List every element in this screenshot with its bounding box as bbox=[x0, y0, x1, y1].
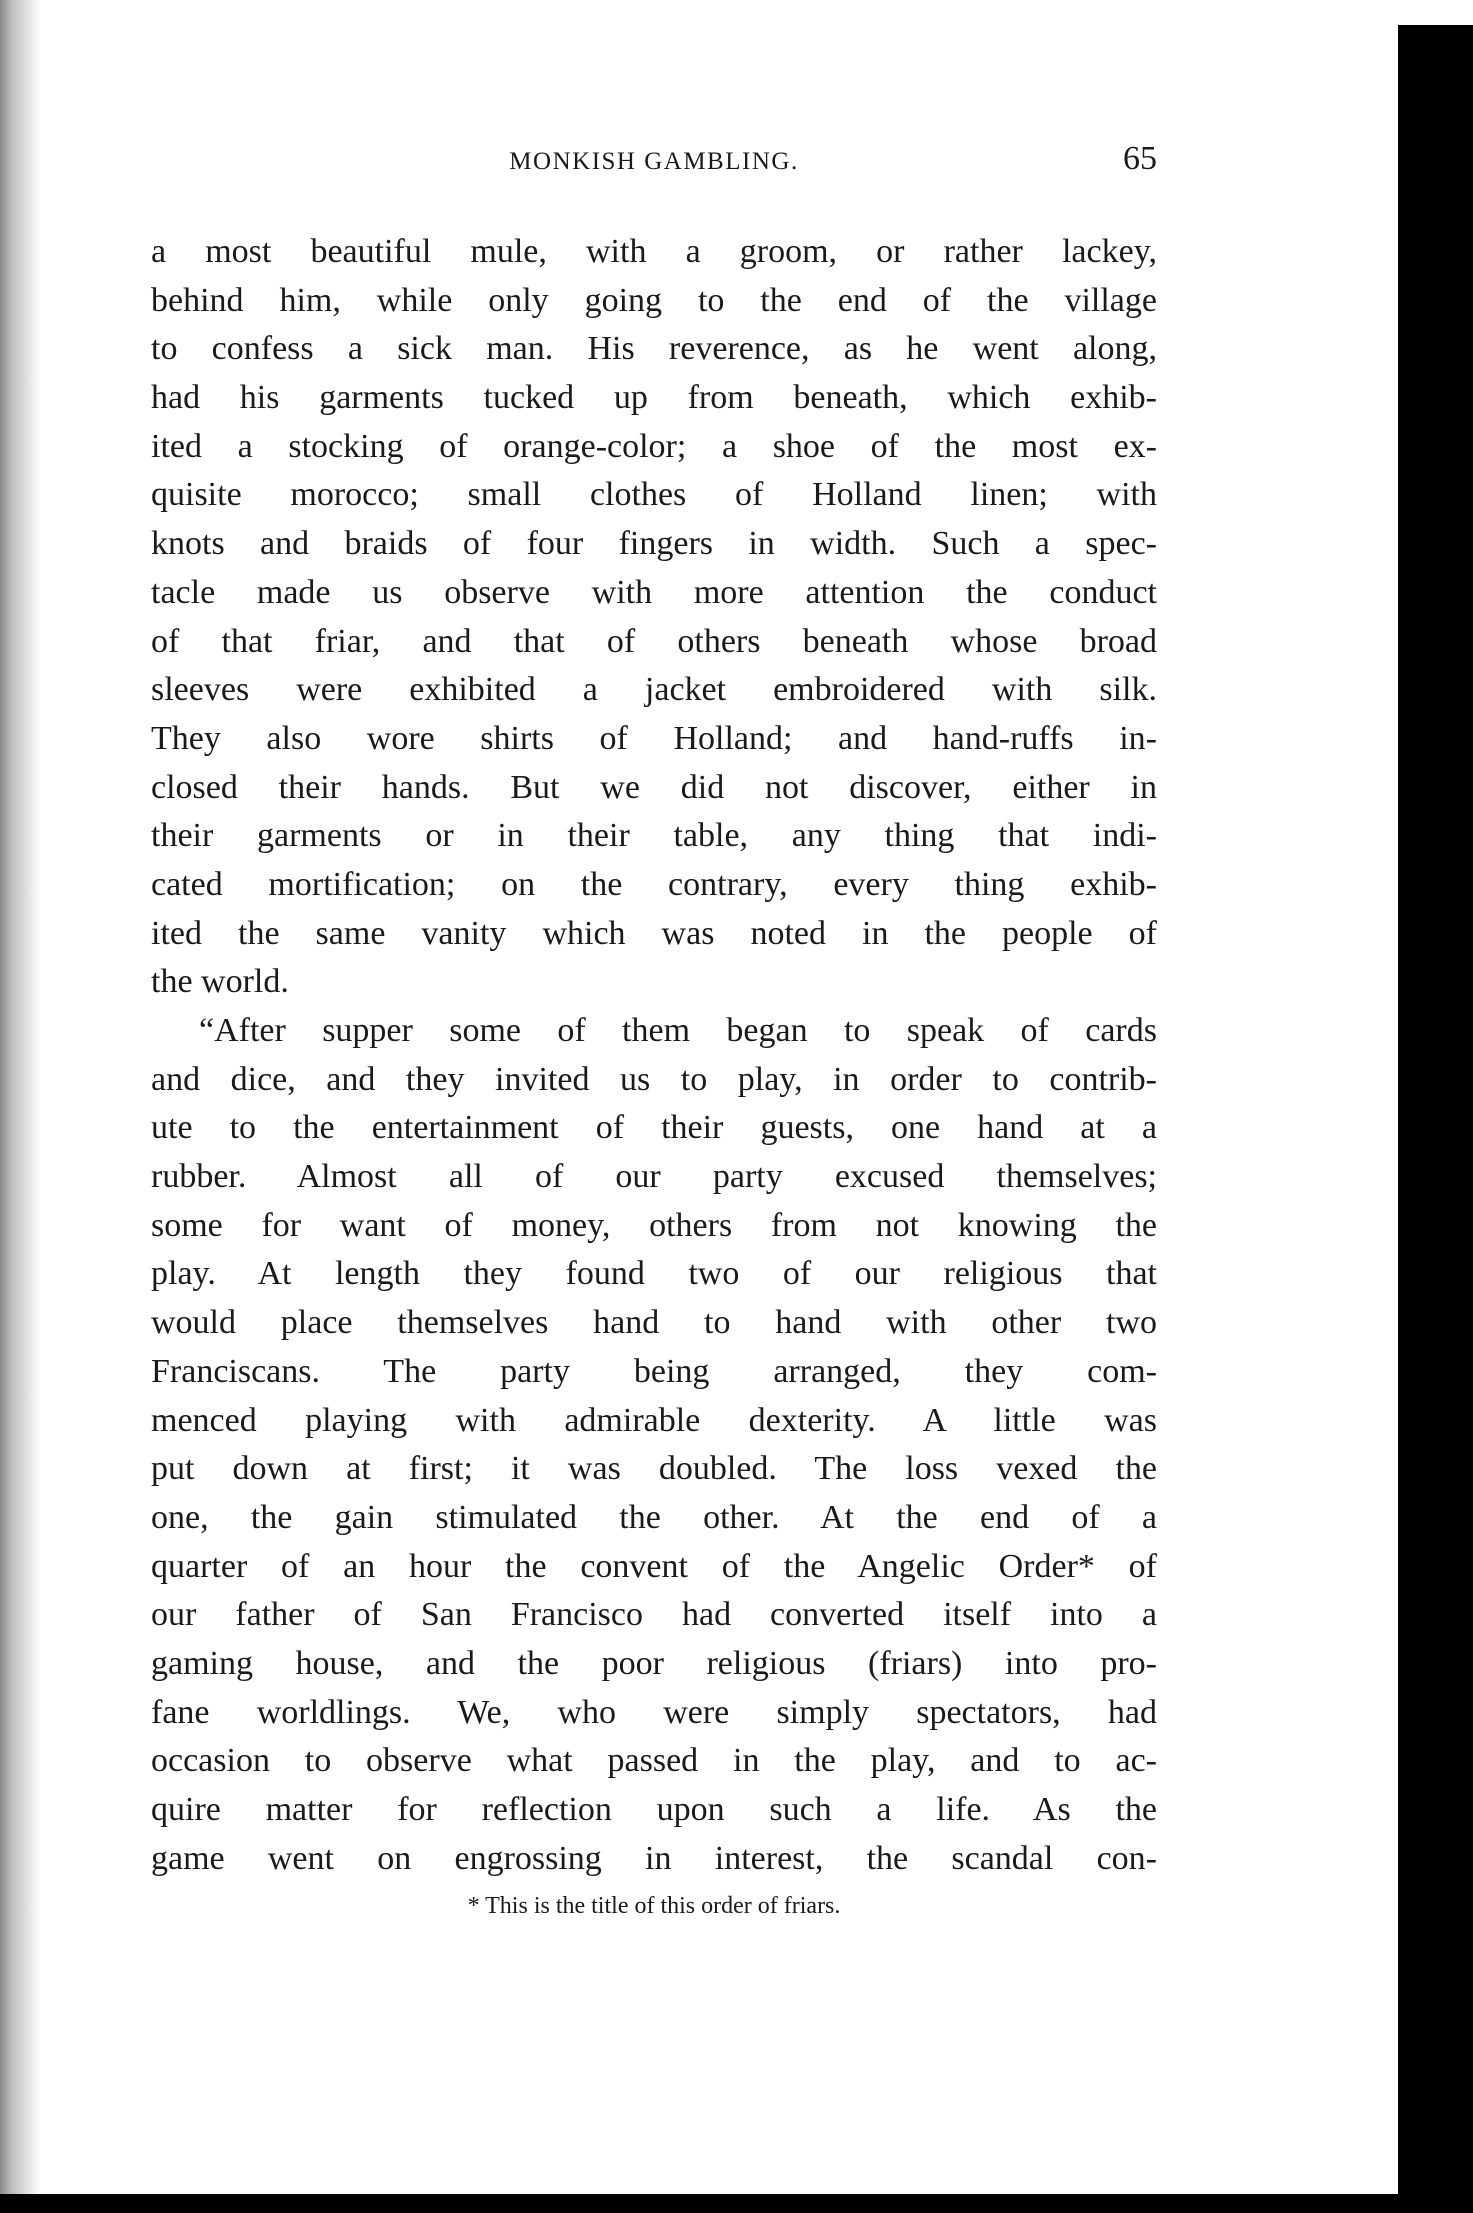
text-line: put down at first; it was doubled. The loss vexed the bbox=[151, 1450, 1157, 1488]
footnote: * This is the title of this order of friars. bbox=[467, 1893, 841, 1919]
text-line: fane worldlings. We, who were simply spectators, had bbox=[151, 1693, 1157, 1731]
text-line: quire matter for reflection upon such a life. As the bbox=[151, 1791, 1157, 1828]
text-line: closed their hands. But we did not discover, either in bbox=[151, 768, 1157, 806]
text-line: play. At length they found two of our religious that bbox=[151, 1255, 1157, 1293]
text-line: rubber. Almost all of our party excused themselves; bbox=[151, 1158, 1157, 1196]
text-line: to confess a sick man. His reverence, as he went along, bbox=[151, 330, 1157, 368]
text-line: quarter of an hour the convent of the Angelic Order* of bbox=[151, 1547, 1157, 1585]
page-header bbox=[151, 140, 1157, 180]
page-number: 65 bbox=[1123, 140, 1157, 177]
text-line: ute to the entertainment of their guests, one hand at a bbox=[151, 1109, 1157, 1147]
text-line: would place themselves hand to hand with other two bbox=[151, 1304, 1157, 1342]
text-line: cated mortification; on the contrary, every thing exhib- bbox=[151, 865, 1157, 903]
text-line: of that friar, and that of others beneath whose broad bbox=[151, 622, 1157, 660]
text-line: ited the same vanity which was noted in the people of bbox=[151, 914, 1157, 952]
page-edge-shadow bbox=[0, 0, 40, 2213]
text-line: our father of San Francisco had converted itself into a bbox=[151, 1596, 1157, 1634]
text-line: gaming house, and the poor religious (friars) into pro- bbox=[151, 1644, 1157, 1682]
text-line: tacle made us observe with more attention the conduct bbox=[151, 573, 1157, 611]
text-line: a most beautiful mule, with a groom, or rather lackey, bbox=[151, 233, 1157, 270]
text-line: menced playing with admirable dexterity. A little was bbox=[151, 1401, 1157, 1439]
text-line: occasion to observe what passed in the play, and to ac- bbox=[151, 1742, 1157, 1780]
text-line: the world. bbox=[151, 963, 289, 1001]
text-line: behind him, while only going to the end of the village bbox=[151, 281, 1157, 319]
text-line: had his garments tucked up from beneath, which exhib- bbox=[151, 379, 1157, 417]
running-title: MONKISH GAMBLING. bbox=[509, 148, 799, 175]
text-line: some for want of money, others from not knowing the bbox=[151, 1206, 1157, 1244]
text-line: their garments or in their table, any thing that indi- bbox=[151, 817, 1157, 855]
text-line: one, the gain stimulated the other. At the end of a bbox=[151, 1498, 1157, 1536]
scan-border-right bbox=[1398, 25, 1473, 2213]
text-line: knots and braids of four fingers in width. Such a spec- bbox=[151, 525, 1157, 563]
text-line: They also wore shirts of Holland; and hand-ruffs in- bbox=[151, 719, 1157, 757]
text-line: and dice, and they invited us to play, in order to contrib- bbox=[151, 1060, 1157, 1098]
text-line: ited a stocking of orange-color; a shoe of the most ex- bbox=[151, 427, 1157, 465]
body-text bbox=[151, 228, 1157, 1883]
scan-border-bottom bbox=[0, 2194, 1473, 2213]
text-line: Franciscans. The party being arranged, they com- bbox=[151, 1352, 1157, 1390]
text-line: quisite morocco; small clothes of Holland linen; with bbox=[151, 476, 1157, 514]
text-line: “After supper some of them began to speak of cards bbox=[199, 1012, 1157, 1049]
text-line: sleeves were exhibited a jacket embroidered with silk. bbox=[151, 671, 1157, 709]
text-line: game went on engrossing in interest, the scandal con- bbox=[151, 1839, 1157, 1877]
